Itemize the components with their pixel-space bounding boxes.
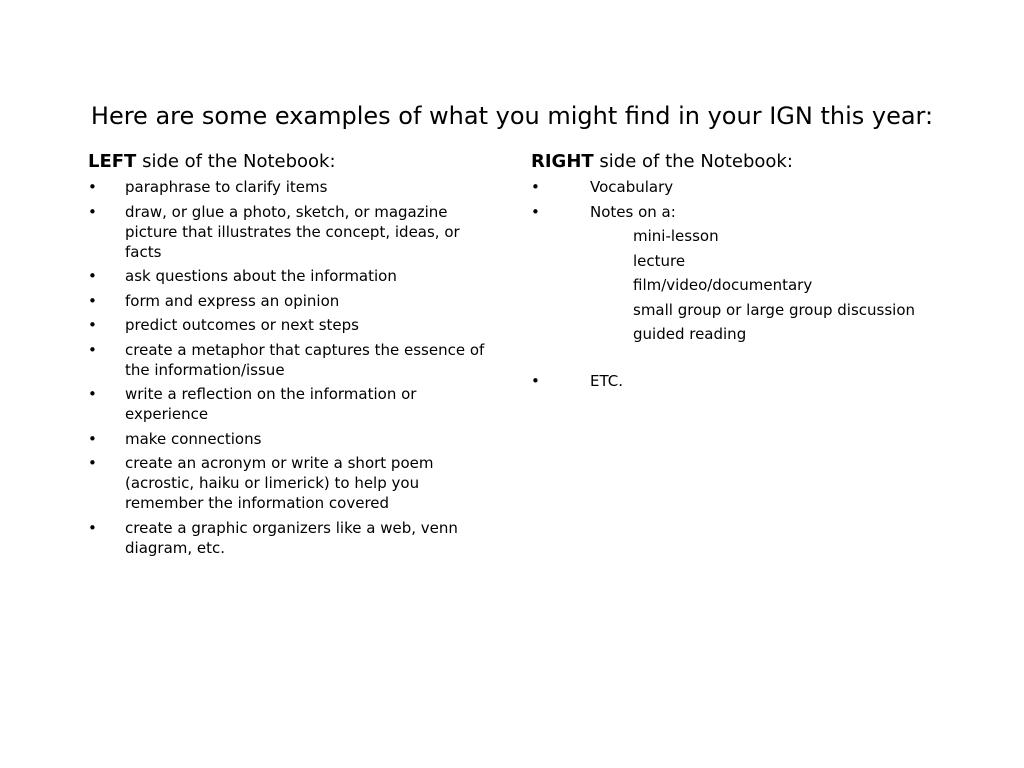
left-heading-bold: LEFT — [88, 151, 137, 172]
sublist-item: mini-lesson — [633, 227, 719, 245]
list-item — [88, 291, 498, 311]
list-item-text: Notes on a: — [590, 202, 676, 221]
bullet: • — [531, 178, 540, 196]
list-item-text: create a graphic organizers like a web, venn diagram, etc. — [125, 518, 458, 557]
sublist-item: film/video/documentary — [633, 276, 813, 294]
list-item-text: draw, or glue a photo, sketch, or magazine picture that illustrates the concept, ideas, or facts — [125, 202, 460, 261]
list-item — [531, 202, 971, 367]
sublist-item: small group or large group discussion — [633, 300, 916, 319]
bullet: • — [531, 202, 540, 221]
right-column — [531, 150, 971, 396]
left-heading-rest: side of the Notebook: — [136, 151, 336, 172]
bullet: • — [88, 454, 97, 472]
notes-sublist — [590, 226, 971, 344]
right-heading — [531, 150, 971, 174]
list-item-text: form and express an opinion — [125, 291, 340, 310]
list-item — [88, 315, 498, 335]
list-item-text: create a metaphor that captures the essence of the information/issue — [125, 340, 485, 379]
list-item — [88, 340, 498, 380]
list-item-text: ETC. — [590, 372, 624, 390]
page-title: Here are some examples of what you might find in your IGN this year: — [90, 102, 934, 130]
left-column — [88, 150, 498, 562]
list-item-text: write a reflection on the information or experience — [125, 385, 417, 423]
right-heading-bold: RIGHT — [531, 151, 594, 172]
bullet: • — [531, 372, 540, 390]
list-item — [88, 177, 498, 197]
list-item — [88, 429, 498, 449]
bullet: • — [88, 518, 97, 537]
bullet: • — [88, 178, 97, 196]
bullet: • — [88, 316, 97, 334]
list-item-text: paraphrase to clarify items — [125, 178, 328, 196]
list-item — [88, 518, 498, 558]
right-list — [531, 177, 971, 391]
bullet: • — [88, 267, 97, 285]
bullet: • — [88, 429, 97, 448]
bullet: • — [88, 340, 97, 359]
list-item — [531, 371, 971, 391]
left-heading — [88, 150, 498, 174]
list-item — [88, 266, 498, 286]
left-list — [88, 177, 498, 558]
bullet: • — [88, 385, 97, 403]
sublist-item: guided reading — [633, 325, 747, 343]
right-heading-rest: side of the Notebook: — [593, 151, 793, 172]
list-item-text: make connections — [125, 429, 262, 448]
list-item — [531, 177, 971, 197]
list-item-text: Vocabulary — [590, 178, 674, 196]
list-item-text: create an acronym or write a short poem (acrostic, haiku or limerick) to help you remember the information covered — [125, 454, 434, 512]
list-item — [88, 202, 498, 262]
list-item-text: ask questions about the information — [125, 267, 397, 285]
list-item — [88, 453, 498, 513]
list-item-text: predict outcomes or next steps — [125, 316, 359, 334]
bullet: • — [88, 291, 97, 310]
bullet: • — [88, 202, 97, 221]
sublist-item: lecture — [633, 251, 686, 270]
list-item — [88, 384, 498, 424]
spacer — [590, 349, 971, 367]
